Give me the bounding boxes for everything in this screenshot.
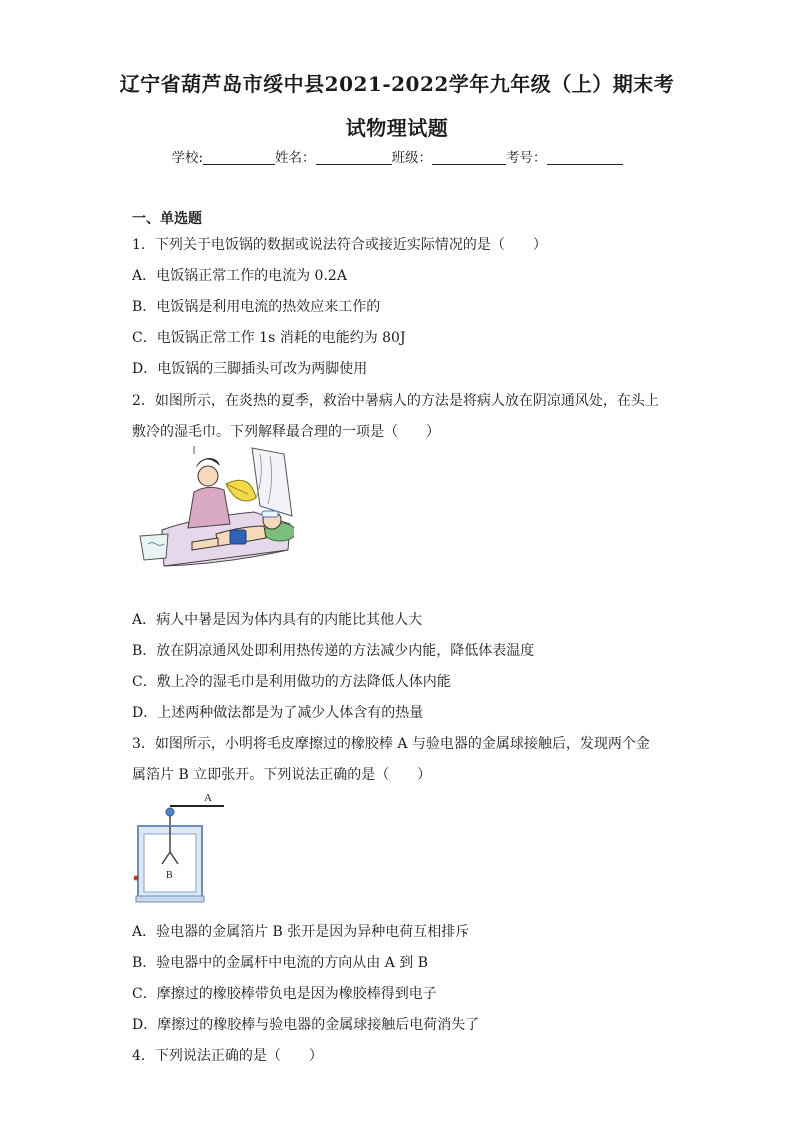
q3-option-b: B．验电器中的金属杆中电流的方向从由 A 到 B (132, 955, 429, 971)
q4-stem: 4．下列说法正确的是（ ） (132, 1048, 323, 1064)
section-heading: 一、单选题 (132, 211, 202, 227)
rod-label-a: A (204, 792, 212, 804)
exam-no-blank (547, 150, 623, 165)
heatstroke-illustration (134, 446, 294, 570)
q2-option-a: A．病人中暑是因为体内具有的内能比其他人大 (132, 612, 423, 628)
q2-stem-line2: 敷冷的湿毛巾。下列解释最合理的一项是（ ） (132, 424, 440, 440)
school-blank (203, 150, 275, 165)
student-info-row (0, 146, 794, 166)
q2-option-b: B．放在阴凉通风处即利用热传递的方法减少内能，降低体表温度 (132, 643, 535, 659)
q1-option-d: D．电饭锅的三脚插头可改为两脚使用 (132, 361, 368, 377)
q2-option-d: D．上述两种做法都是为了减少人体含有的热量 (132, 705, 424, 721)
exam-title-line1: 辽宁省葫芦岛市绥中县2021-2022学年九年级（上）期末考 (119, 72, 675, 96)
class-blank (432, 150, 506, 165)
q1-option-c: C．电饭锅正常工作 1s 消耗的电能约为 80J (132, 330, 406, 346)
q3-option-d: D．摩擦过的橡胶棒与验电器的金属球接触后电荷消失了 (132, 1017, 480, 1033)
q2-stem-line1: 2．如图所示，在炎热的夏季，救治中暑病人的方法是将病人放在阴凉通风处，在头上 (132, 393, 659, 409)
name-blank (316, 150, 392, 165)
q2-option-c: C．敷上冷的湿毛巾是利用做功的方法降低人体内能 (132, 674, 451, 690)
name-label: 姓名： (275, 150, 316, 166)
electroscope-diagram (132, 790, 228, 906)
q3-option-c: C．摩擦过的橡胶棒带负电是因为橡胶棒得到电子 (132, 986, 437, 1002)
exam-title-line2: 试物理试题 (345, 116, 449, 140)
q1-stem: 1．下列关于电饭锅的数据或说法符合或接近实际情况的是（ ） (132, 237, 547, 253)
q3-stem-line2: 属箔片 B 立即张开。下列说法正确的是（ ） (132, 767, 432, 783)
class-label: 班级： (391, 150, 433, 166)
q3-stem-line1: 3．如图所示，小明将毛皮摩擦过的橡胶棒 A 与验电器的金属球接触后，发现两个金 (132, 736, 650, 752)
q1-option-a: A．电饭锅正常工作的电流为 0.2A (132, 268, 347, 284)
q1-option-b: B．电饭锅是利用电流的热效应来工作的 (132, 299, 381, 315)
school-label: 学校: (171, 150, 204, 166)
foil-label-b: B (166, 870, 173, 881)
exam-no-label: 考号： (506, 150, 547, 166)
q3-option-a: A．验电器的金属箔片 B 张开是因为异种电荷互相排斥 (132, 924, 470, 940)
